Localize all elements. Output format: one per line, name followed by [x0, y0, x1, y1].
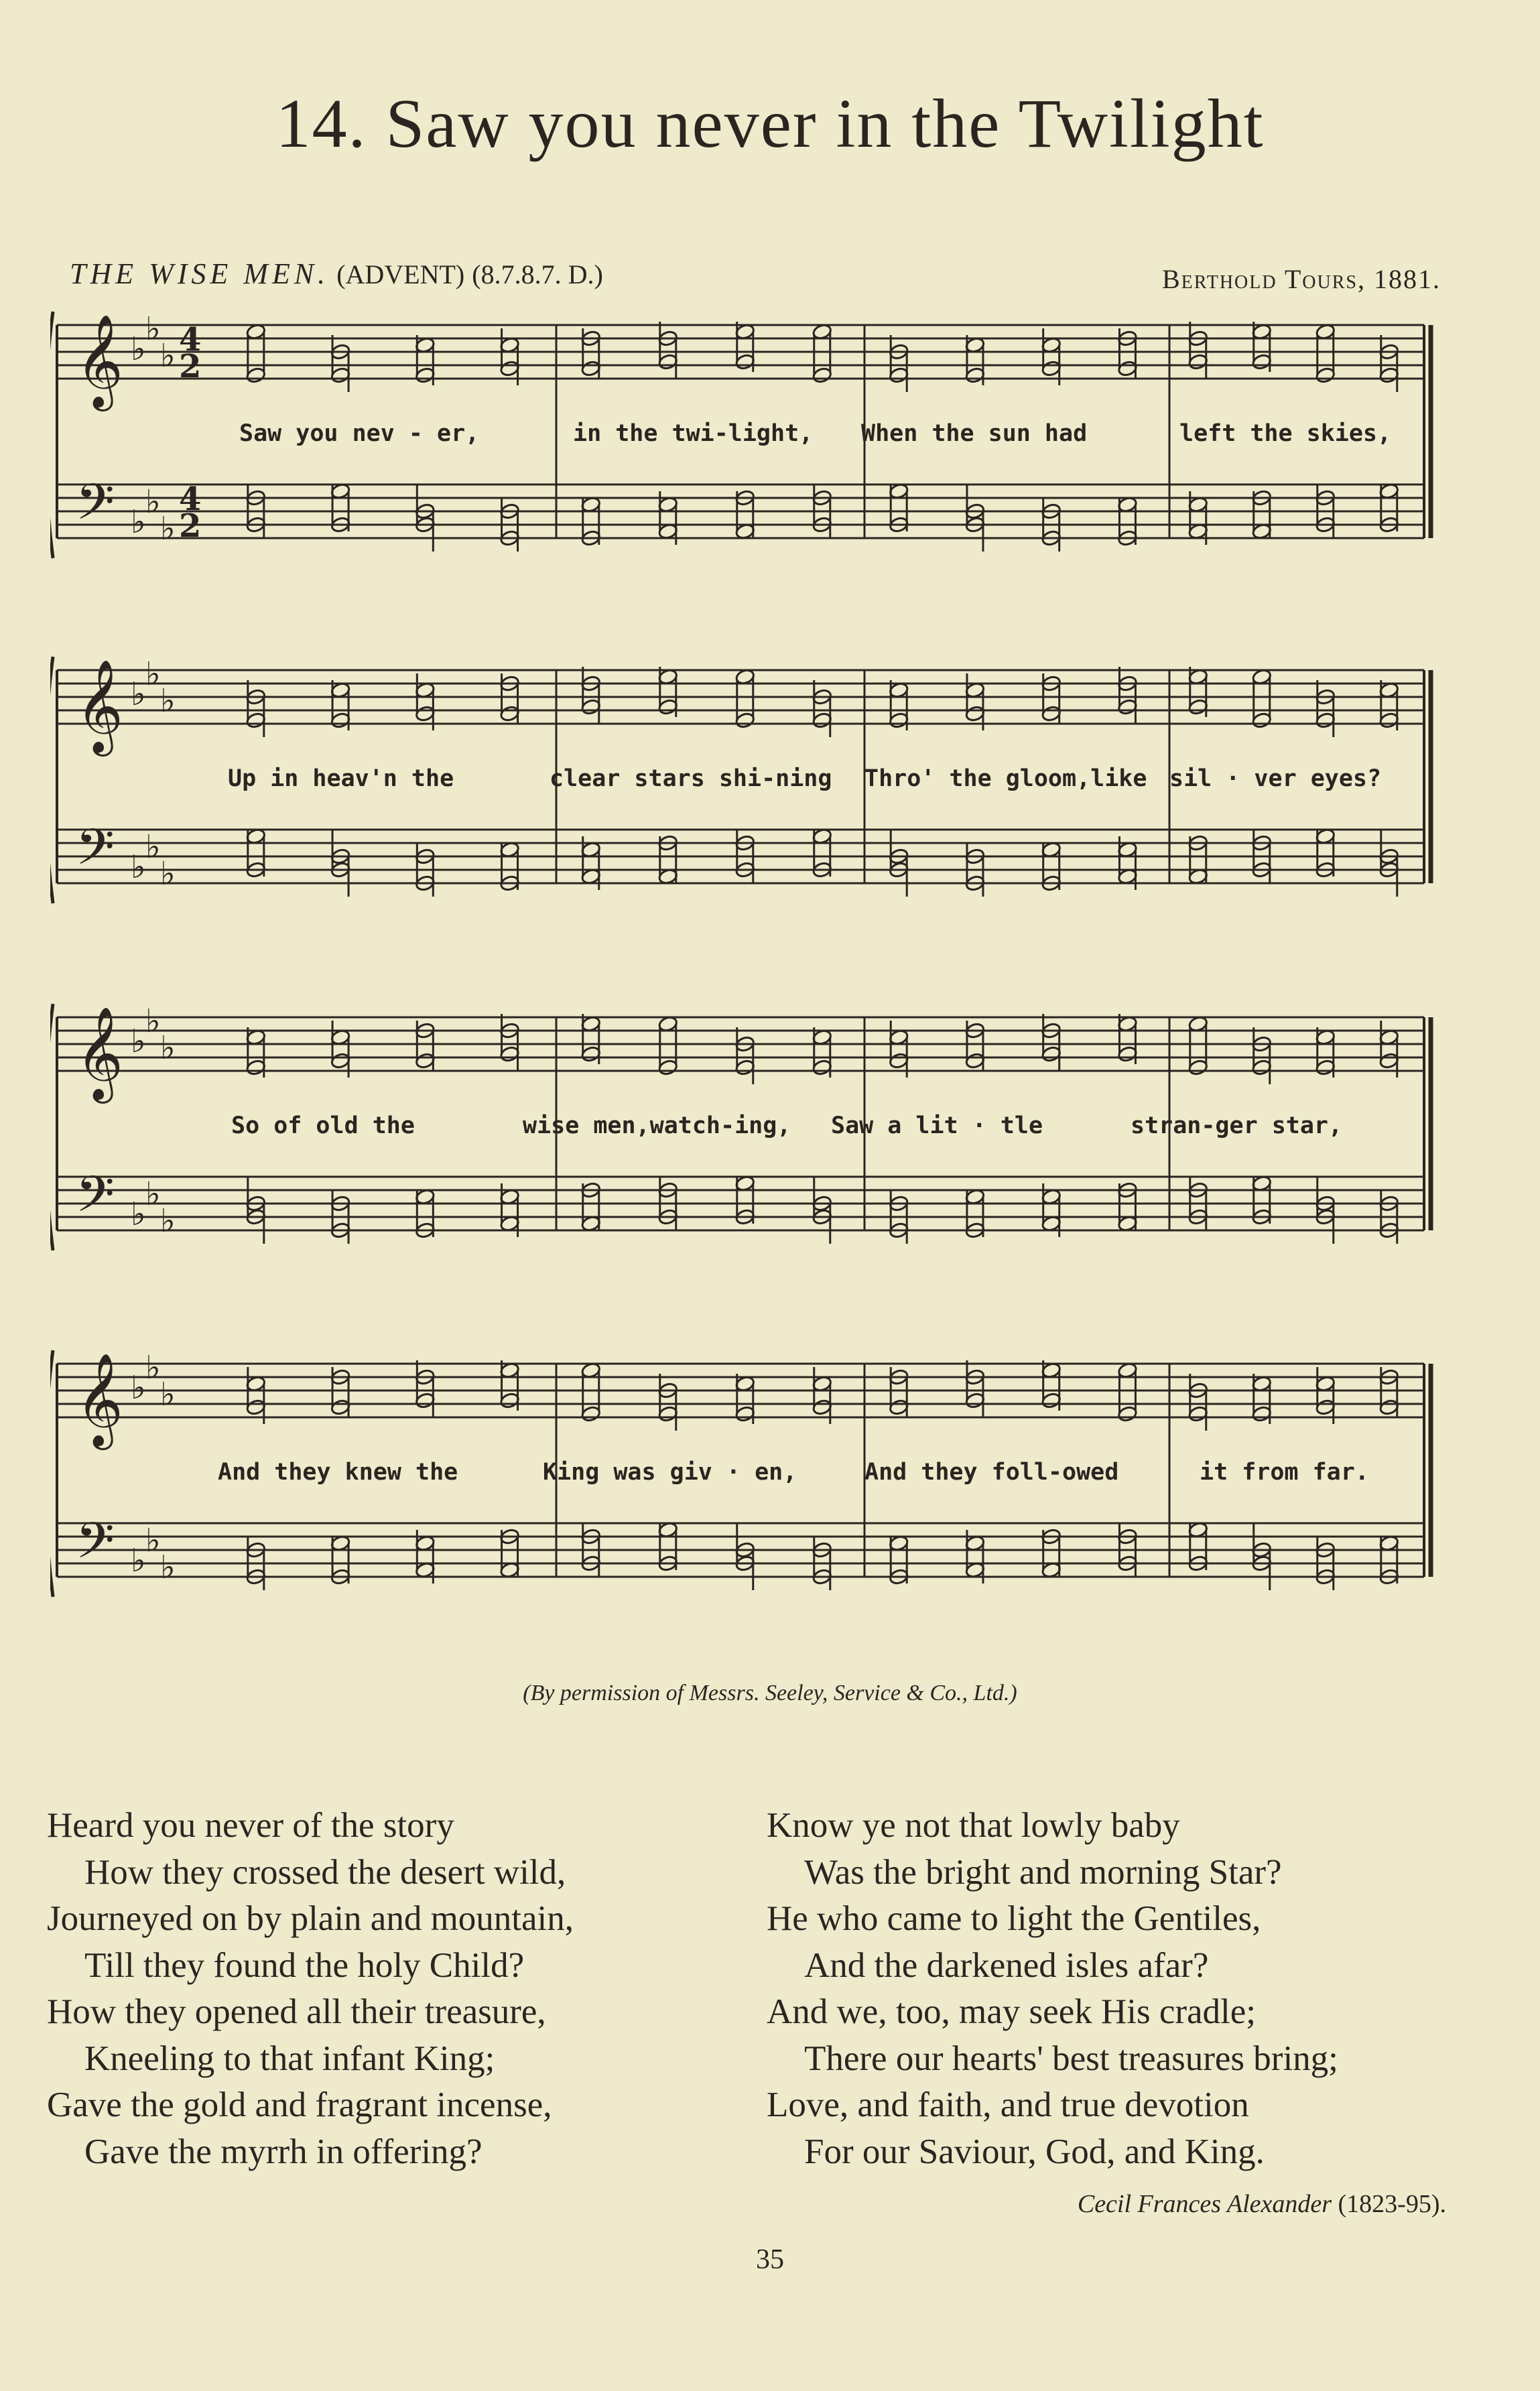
lyric-measure: And they foll-owed: [864, 1459, 1119, 1486]
svg-text:𝄞: 𝄞: [76, 659, 123, 753]
svg-text:♭: ♭: [131, 1196, 146, 1233]
lyric-measure: left the skies,: [1179, 420, 1392, 447]
svg-text:♭: ♭: [131, 503, 146, 541]
svg-text:♭: ♭: [131, 675, 146, 713]
lyric-measure: So of old the: [231, 1112, 415, 1139]
svg-text:𝄞: 𝄞: [76, 314, 123, 407]
tune-season: (ADVENT): [336, 259, 465, 289]
svg-text:𝄢: 𝄢: [76, 818, 115, 889]
tune-name: THE WISE MEN.: [70, 257, 330, 290]
lyric-measure: stran-ger star,: [1131, 1112, 1343, 1139]
lyric-measure: King was giv · en,: [543, 1459, 797, 1486]
svg-text:♭: ♭: [145, 1349, 161, 1386]
hymn-title: 14. Saw you never in the Twilight: [275, 85, 1265, 162]
svg-text:𝄢: 𝄢: [76, 1165, 115, 1236]
tune-info: [70, 257, 1441, 297]
tune-meter: (8.7.8.7. D.): [472, 259, 603, 289]
svg-text:♭: ♭: [145, 483, 161, 521]
svg-text:𝄢: 𝄢: [76, 473, 115, 543]
svg-text:𝄢: 𝄢: [76, 1512, 115, 1582]
tune-heading: [70, 257, 603, 291]
verse-line: Know ye not that lowly baby: [767, 1806, 1180, 1845]
verse-line: How they opened all their treasure,: [47, 1992, 546, 2031]
svg-text:𝄞: 𝄞: [76, 1353, 123, 1446]
verse-line: There our hearts' best treasures bring;: [804, 2039, 1338, 2078]
verse-column-left: [47, 1803, 574, 2175]
lyric-measure: When the sun had: [861, 420, 1088, 447]
verse-line: For our Saviour, God, and King.: [804, 2132, 1265, 2171]
svg-text:2: 2: [179, 348, 202, 385]
verse-line: Till they found the holy Child?: [84, 1945, 525, 1985]
svg-text:♭: ♭: [160, 1549, 176, 1586]
svg-text:♭: ♭: [145, 1175, 161, 1213]
verse-line: Love, and faith, and true devotion: [767, 2085, 1249, 2124]
permission-note: (By permission of Messrs. Seeley, Service & Co., Ltd.): [523, 1681, 1017, 1705]
svg-text:♭: ♭: [145, 1003, 161, 1040]
svg-text:♭: ♭: [145, 1522, 161, 1559]
svg-text:♭: ♭: [131, 1369, 146, 1407]
verse-line: Was the bright and morning Star?: [804, 1852, 1282, 1892]
svg-text:♭: ♭: [131, 1542, 146, 1579]
lyric-measure: sil · ver eyes?: [1169, 765, 1382, 792]
lyric-measure: Up in heav'n the: [228, 765, 454, 792]
verse-line: And the darkened isles afar?: [804, 1945, 1209, 1985]
svg-text:♭: ♭: [160, 855, 176, 893]
page-number: 35: [756, 2244, 784, 2275]
svg-text:♭: ♭: [145, 310, 161, 348]
svg-text:♭: ♭: [160, 682, 176, 720]
music-system-4: [50, 1337, 1444, 1618]
music-system-3: [50, 990, 1444, 1272]
verse-line: Heard you never of the story: [47, 1806, 454, 1845]
verse-line: Journeyed on by plain and mountain,: [47, 1899, 574, 1938]
composer: Berthold Tours, 1881.: [1161, 264, 1441, 294]
verse-line: How they crossed the desert wild,: [84, 1852, 566, 1892]
svg-text:2: 2: [179, 507, 202, 545]
svg-text:♭: ♭: [131, 1023, 146, 1060]
verse-line: Gave the myrrh in offering?: [84, 2132, 483, 2171]
author-dates: (1823-95).: [1338, 2190, 1446, 2218]
svg-text:4: 4: [179, 480, 202, 518]
verse-column-right: [767, 1803, 1338, 2175]
lyric-measure: And they knew the: [218, 1459, 458, 1486]
verse-line: Gave the gold and fragrant incense,: [47, 2085, 552, 2124]
lyric-measure: Thro' the gloom,like: [864, 765, 1147, 792]
verse-line: He who came to light the Gentiles,: [767, 1899, 1261, 1938]
verse-line: And we, too, may seek His cradle;: [767, 1992, 1257, 2031]
svg-text:♭: ♭: [160, 1202, 176, 1240]
svg-text:♭: ♭: [160, 1029, 176, 1067]
svg-text:♭: ♭: [145, 655, 161, 693]
lyric-measure: wise men,watch-ing,: [523, 1112, 791, 1139]
lyric-measure: in the twi-light,: [573, 420, 814, 447]
svg-text:♭: ♭: [131, 330, 146, 368]
lyric-measure: clear stars shi-ning: [550, 765, 832, 792]
svg-text:4: 4: [179, 321, 202, 359]
author-name: Cecil Frances Alexander: [1077, 2190, 1332, 2218]
music-system-1: [50, 298, 1444, 580]
svg-text:♭: ♭: [131, 848, 146, 886]
svg-text:𝄞: 𝄞: [76, 1007, 123, 1100]
author-credit: [1078, 2189, 1446, 2219]
svg-text:♭: ♭: [145, 828, 161, 866]
svg-text:♭: ♭: [160, 510, 176, 547]
music-system-2: [50, 643, 1444, 925]
lyric-measure: Saw a lit · tle: [831, 1112, 1043, 1139]
lyric-measure: Saw you nev - er,: [239, 420, 480, 447]
svg-text:♭: ♭: [160, 337, 176, 375]
svg-text:♭: ♭: [160, 1376, 176, 1413]
lyric-measure: it from far.: [1200, 1459, 1369, 1486]
verse-line: Kneeling to that infant King;: [84, 2039, 495, 2078]
